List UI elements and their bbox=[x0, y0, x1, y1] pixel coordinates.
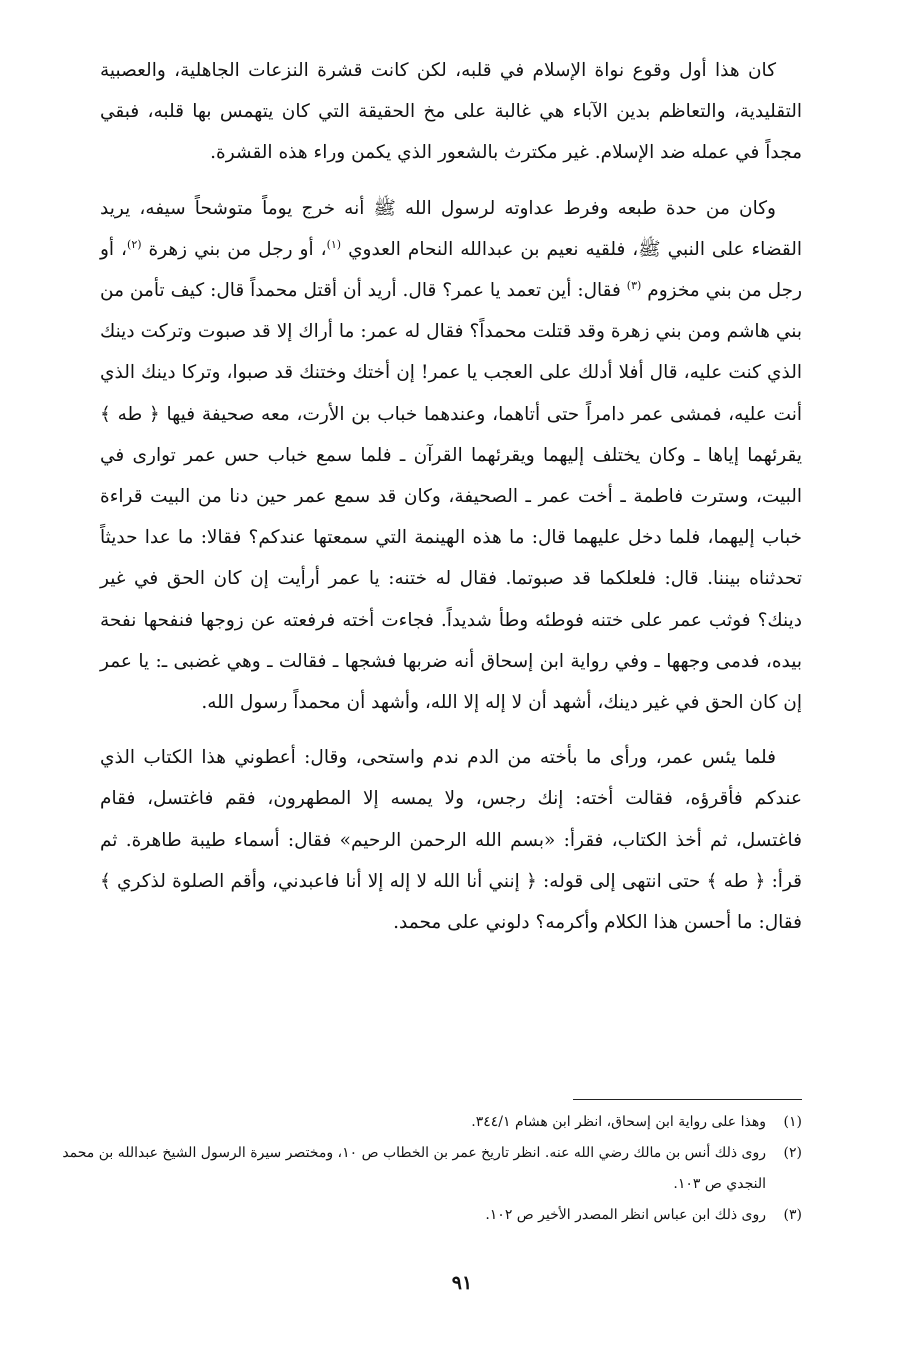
footnote-2 bbox=[40, 1138, 802, 1200]
footnote-text: روى ذلك أنس بن مالك رضي الله عنه. انظر تاريخ عمر بن الخطاب ص ١٠، ومختصر سيرة الرسول الشيخ عبدالله بن محمد النجدي ص ١٠٣. bbox=[62, 1145, 766, 1192]
paragraph-1: كان هذا أول وقوع نواة الإسلام في قلبه، لكن كانت قشرة النزعات الجاهلية، والعصبية التقليدية، والتعاظم بدين الآباء هي غالبة على مخ الحقيقة التي كان يتهمس بها قلبه، فبقي مجداً في عمله ضد الإسلام. غير مكترث بالشعور الذي يكمن وراء هذه القشرة. bbox=[100, 60, 802, 164]
footnote-ref-3[interactable]: (٣) bbox=[626, 278, 642, 292]
footnote-ref-2[interactable]: (٢) bbox=[127, 237, 142, 251]
main-text bbox=[100, 50, 802, 943]
footnote-number: (٢) bbox=[783, 1145, 802, 1161]
page-number: ٩١ bbox=[451, 1272, 473, 1294]
footnote-3 bbox=[40, 1200, 802, 1231]
footnote-divider bbox=[573, 1099, 802, 1100]
paragraph-2-part-a: وكان من حدة طبعه وفرط عداوته لرسول الله ﷺ أنه خرج يوماً متوشحاً سيفه، يريد القضاء على النبي ﷺ، فلقيه نعيم بن عبدالله النحام العدوي bbox=[100, 197, 802, 260]
footnote-number: (٣) bbox=[783, 1207, 802, 1223]
paragraph-2-part-d: فقال: أين تعمد يا عمر؟ قال. أريد أن أقتل محمداً قال: كيف تأمن من بني هاشم ومن بني زهرة وقد قتلت محمداً؟ فقال له عمر: ما أراك إلا قد صبوت وتركت دينك الذي كنت عليه، قال أفلا أدلك على العجب يا عمر! إن أختك وختنك قد صبوا، وتركا دينك الذي أنت عليه، فمشى عمر دامراً حتى أتاهما، وعندهما خباب بن الأرت، معه صحيفة فيها ﴿ طه ﴾ يقرئهما إياها ـ وكان يختلف إليهما ويقرئهما القرآن ـ فلما سمع خباب حس عمر توارى في البيت، وسترت فاطمة ـ أخت عمر ـ الصحيفة، وكان قد سمع عمر حين دنا من البيت قراءة خباب إليهما، فلما دخل عليهما قال: ما هذه الهينمة التي سمعتها عندكم؟ فقالا: ما عدا حديثاً تحدثناه بيننا. قال: فلعلكما قد صبوتما. فقال له ختنه: يا عمر أرأيت إن كان الحق في غير دينك؟ فوثب عمر على ختنه فوطئه وطأ شديداً. فجاءت أخته فرفعته عن زوجها فنفحها نفحة بيده، فدمى وجهها ـ وفي رواية ابن إسحاق أنه ضربها فشجها ـ فقالت ـ وهي غضبى ـ: يا عمر إن كان الحق في غير دينك، أشهد أن لا إله إلا الله، وأشهد أن محمداً رسول الله. bbox=[100, 280, 802, 714]
footnotes bbox=[40, 1107, 802, 1231]
footnote-ref-1[interactable]: (١) bbox=[326, 237, 342, 251]
footnote-number: (١) bbox=[783, 1114, 802, 1130]
paragraph-2-part-c: ، أو رجل من بني مخزوم bbox=[100, 238, 802, 302]
paragraph-2 bbox=[100, 188, 802, 724]
footnote-1 bbox=[40, 1107, 802, 1138]
footnote-text: وهذا على رواية ابن إسحاق، انظر ابن هشام ٣٤٤/١. bbox=[471, 1114, 766, 1130]
paragraph-2-part-b: ، أو رجل من بني زهرة bbox=[148, 238, 327, 260]
footnote-text: روى ذلك ابن عباس انظر المصدر الأخير ص ١٠٢. bbox=[485, 1207, 766, 1223]
paragraph-3: فلما يئس عمر، ورأى ما بأخته من الدم ندم واستحى، وقال: أعطوني هذا الكتاب الذي عندكم فأقرؤه، فقالت أخته: إنك رجس، ولا يمسه إلا المطهرون، فقم فاغتسل، فقام فاغتسل، ثم أخذ الكتاب، فقرأ: «بسم الله الرحمن الرحيم» فقال: أسماء طيبة طاهرة. ثم قرأ: ﴿ طه ﴾ حتى انتهى إلى قوله: ﴿ إنني أنا الله لا إله إلا أنا فاعبدني، وأقم الصلوة لذكري ﴾ فقال: ما أحسن هذا الكلام وأكرمه؟ دلوني على محمد. bbox=[100, 747, 802, 934]
